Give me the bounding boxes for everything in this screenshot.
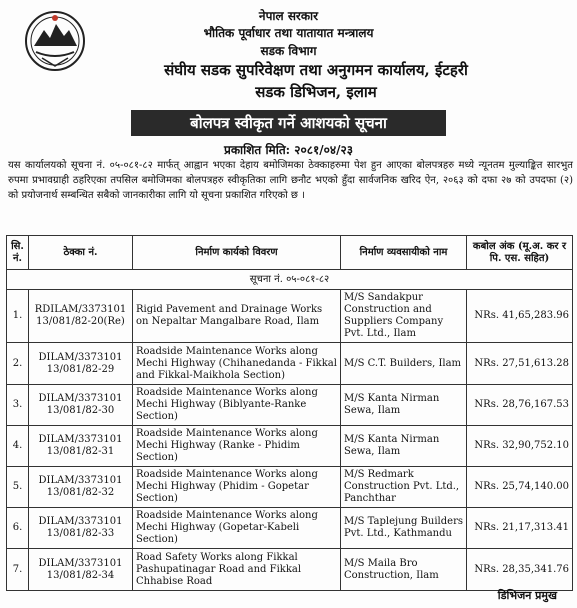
table-row (7, 385, 573, 426)
notice-number: सूचना नं. ०५-०८१-८२ (7, 270, 573, 290)
header-contract: ठेक्का नं. (29, 236, 133, 270)
cell-description: Roadside Maintenance Works along Mechi Highway (Ranke - Phidim Section) (133, 426, 341, 467)
cell-amount: NRs. 28,76,167.53 (467, 385, 573, 426)
cell-description: Roadside Maintenance Works along Mechi Highway (Chihanedanda - Fikkal and Fikkal-Maikhola Section) (133, 343, 341, 385)
header-line-3: सडक विभाग (260, 44, 317, 58)
table-row (7, 549, 573, 591)
header-line-4: संघीय सडक सुपरिवेक्षण तथा अनुगमन कार्यालय, ईटहरी (164, 61, 468, 79)
cell-bidder: M/S Sandakpur Construction and Suppliers Company Pvt. Ltd., Ilam (341, 290, 467, 343)
table-row (7, 508, 573, 549)
cell-bidder: M/S Redmark Construction Pvt. Ltd., Panchthar (341, 467, 467, 508)
cell-amount: NRs. 25,74,140.00 (467, 467, 573, 508)
table-header-row (7, 236, 573, 270)
cell-description: Roadside Maintenance Works along Mechi Highway (Biblyante-Ranke Section) (133, 385, 341, 426)
cell-sn: 7. (7, 549, 29, 591)
table-row (7, 467, 573, 508)
cell-contract: DILAM/3373101 13/081/82-32 (29, 467, 133, 508)
table-row (7, 290, 573, 343)
cell-amount: NRs. 21,17,313.41 (467, 508, 573, 549)
signatory-title: डिभिजन प्रमुख (497, 589, 557, 602)
publication-date: प्रकाशित मिति: २०८१/०४/२३ (224, 143, 353, 157)
cell-bidder: M/S Kanta Nirman Sewa, Ilam (341, 385, 467, 426)
cell-bidder: M/S Taplejung Builders Pvt. Ltd., Kathmandu (341, 508, 467, 549)
header-line-2: भौतिक पूर्वाधार तथा यातायात मन्त्रालय (203, 26, 374, 40)
cell-sn: 1. (7, 290, 29, 343)
cell-contract: DILAM/3373101 13/081/82-31 (29, 426, 133, 467)
notice-title-banner: बोलपत्र स्वीकृत गर्ने आशयको सूचना (131, 110, 446, 136)
cell-bidder: M/S Maila Bro Construction, Ilam (341, 549, 467, 591)
cell-sn: 5. (7, 467, 29, 508)
cell-description: Road Safety Works along Fikkal Pashupatinagar Road and Fikkal Chhabise Road (133, 549, 341, 591)
header-bidder: निर्माण व्यवसायीको नाम (341, 236, 467, 270)
cell-description: Roadside Maintenance Works along Mechi Highway (Gopetar-Kabeli Section) (133, 508, 341, 549)
tender-table (6, 235, 573, 591)
cell-contract: DILAM/3373101 13/081/82-29 (29, 343, 133, 385)
header-description: निर्माण कार्यको विवरण (133, 236, 341, 270)
header-line-5: सडक डिभिजन, इलाम (255, 83, 377, 101)
table-row (7, 426, 573, 467)
cell-description: Rigid Pavement and Drainage Works on Nepaltar Mangalbare Road, Ilam (133, 290, 341, 343)
cell-amount: NRs. 32,90,752.10 (467, 426, 573, 467)
cell-amount: NRs. 27,51,613.28 (467, 343, 573, 385)
cell-sn: 3. (7, 385, 29, 426)
intro-paragraph: यस कार्यालयको सूचना नं. ०५-०८१-८२ मार्फत् आह्वान भएका देहाय बमोजिमका ठेक्काहरुमा पेश हुन आएका बोलपत्रहरु मध्ये न्यूनतम मुल्याङ्कित सारभुत रुपमा प्रभावग्राही ठहरिएका तपसिल बमोजिमका बोलपत्रहरु स्वीकृतिका लागि छनौट भएको हुँदा सार्वजनिक खरिद ऐन, २०६३ को दफा २७ को उपदफा (२) को प्रयोजनार्थ सम्बन्धित सबैको जानकारीका लागि यो सूचना प्रकाशित गरिएको छ । (8, 160, 573, 201)
cell-contract: RDILAM/3373101 13/081/82-20(Re) (29, 290, 133, 343)
header-sn: सि. नं. (7, 236, 29, 270)
cell-contract: DILAM/3373101 13/081/82-33 (29, 508, 133, 549)
cell-contract: DILAM/3373101 13/081/82-34 (29, 549, 133, 591)
cell-sn: 2. (7, 343, 29, 385)
cell-sn: 4. (7, 426, 29, 467)
cell-amount: NRs. 41,65,283.96 (467, 290, 573, 343)
cell-sn: 6. (7, 508, 29, 549)
notice-number-row (7, 270, 573, 290)
header-line-1: नेपाल सरकार (258, 9, 319, 23)
cell-contract: DILAM/3373101 13/081/82-30 (29, 385, 133, 426)
table-row (7, 343, 573, 385)
cell-bidder: M/S Kanta Nirman Sewa, Ilam (341, 426, 467, 467)
header-amount: कबोल अंक (मू.अ. कर र पि. एस. सहित) (467, 236, 573, 270)
cell-amount: NRs. 28,35,341.76 (467, 549, 573, 591)
cell-bidder: M/S C.T. Builders, Ilam (341, 343, 467, 385)
cell-description: Roadside Maintenance Works along Mechi Highway (Phidim - Gopetar Section) (133, 467, 341, 508)
